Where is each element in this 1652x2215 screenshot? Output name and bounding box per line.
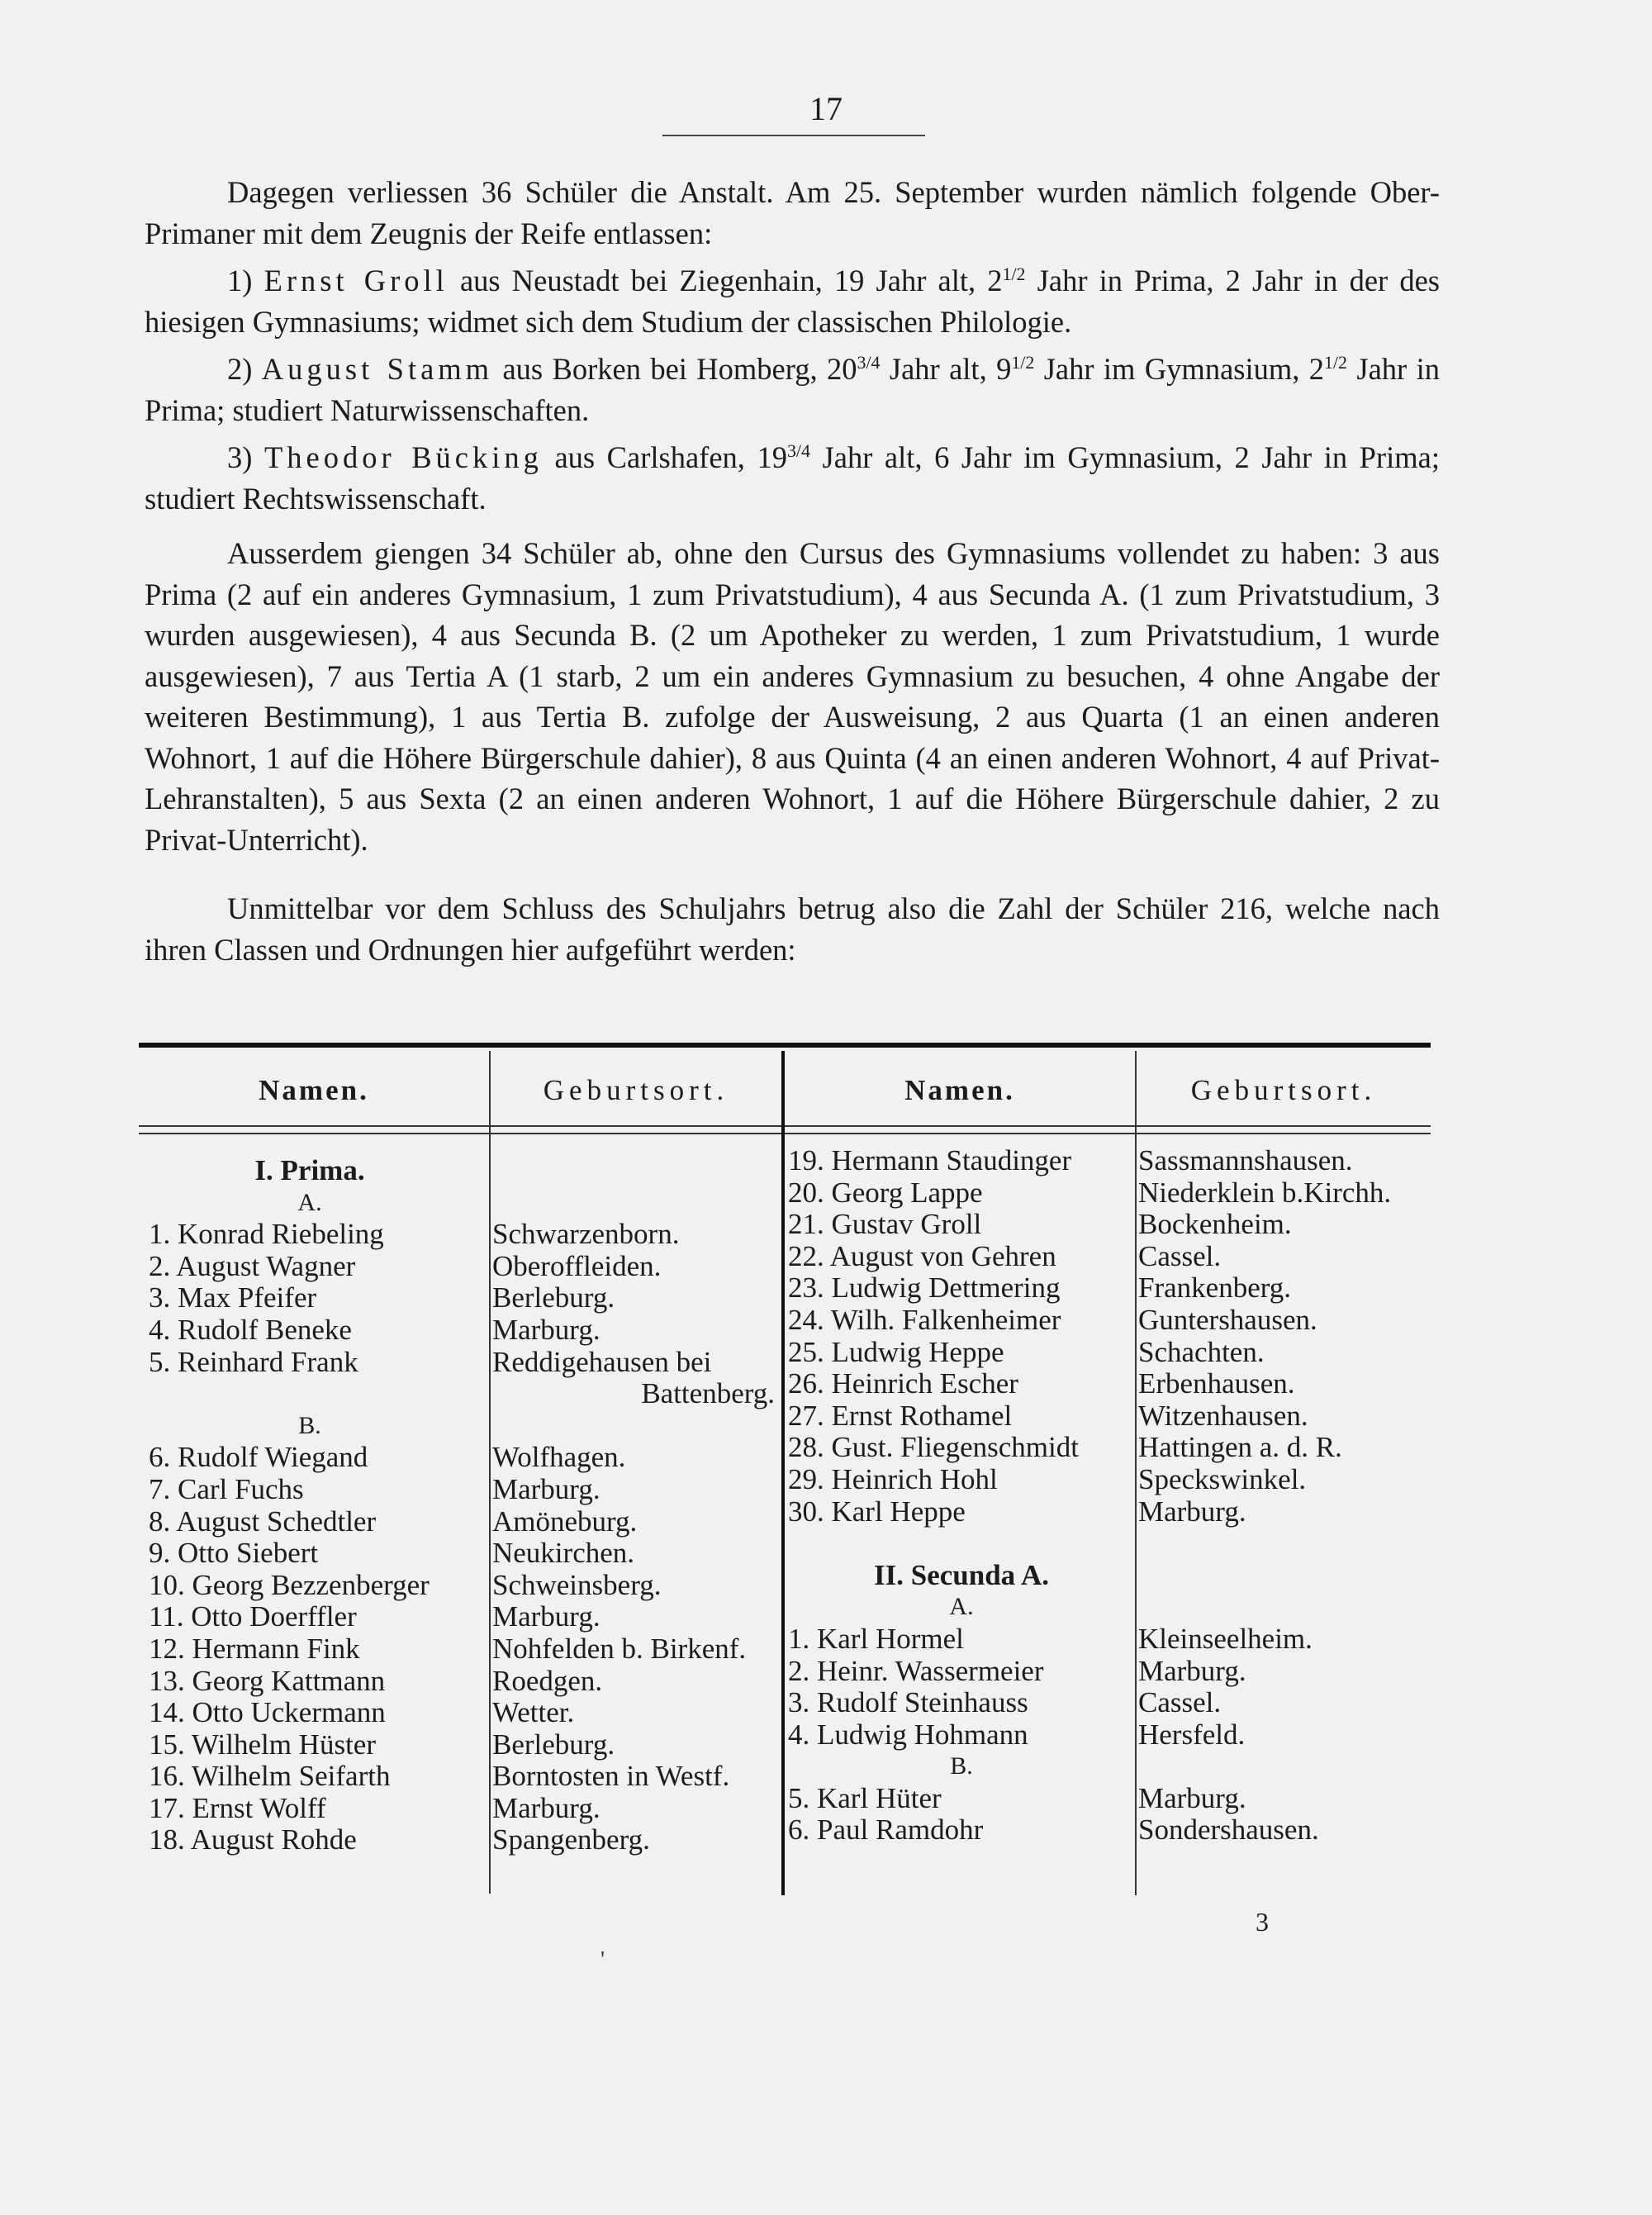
- ink-speck: ': [601, 1947, 605, 1973]
- birthplace: Hattingen a. d. R.: [1138, 1431, 1342, 1464]
- birthplace: Marburg.: [1138, 1495, 1246, 1528]
- student-name: 15. Wilhelm Hüster: [149, 1728, 376, 1761]
- text-fragment: Jahr alt, 9: [880, 352, 1012, 387]
- birthplace: Wetter.: [492, 1696, 575, 1729]
- signature-mark: 3: [1256, 1907, 1269, 1937]
- spacer: [1138, 1751, 1431, 1783]
- student-name: 6. Rudolf Wiegand: [149, 1441, 368, 1474]
- student-name: 25. Ludwig Heppe: [788, 1335, 1004, 1368]
- spacer: [492, 1155, 783, 1187]
- birthplace: Marburg.: [492, 1600, 601, 1633]
- student-name: 18. August Rohde: [149, 1823, 357, 1856]
- secunda-b-names: [788, 1783, 1135, 1847]
- spacer: [1138, 1591, 1431, 1623]
- prima-continued-places: [1138, 1145, 1431, 1528]
- birthplace: Frankenberg.: [1138, 1271, 1291, 1305]
- left-places-column: [492, 1155, 783, 1856]
- birthplace: Nohfelden b. Birkenf.: [492, 1632, 747, 1665]
- item-number: 1): [227, 264, 253, 298]
- fraction: 1/2: [1002, 264, 1026, 284]
- paragraph-departures: Dagegen verliessen 36 Schüler die Anstalt. Am 25. September wurden nämlich folgende Ober-Primaner mit dem Zeugnis der Reife entlassen:: [145, 175, 1440, 250]
- student-name: 22. August von Gehren: [788, 1239, 1056, 1272]
- subsection-heading: A.: [949, 1593, 974, 1621]
- student-table: [139, 1043, 1431, 1894]
- student-name: 11. Otto Doerffler: [149, 1600, 357, 1633]
- text-fragment: Jahr in Prima, 2 Jahr in der des hiesigen Gymnasiums; widmet sich dem Studium der classischen Philologie.: [145, 264, 1440, 339]
- paragraph-other-departures: Ausserdem giengen 34 Schüler ab, ohne den Cursus des Gymnasiums vollendet zu haben: 3 aus Prima (2 auf ein anderes Gymnasium, 1 zum Privatstudium), 4 aus Secunda A. (1 zum Privatstudium, 3 wurden ausgewiesen), 4 aus Secunda B. (2 um Apotheker zu werden, 1 zum Privatstudium, 1 wurde ausgewiesen), 7 aus Tertia A (1 starb, 2 um ein anderes Gymnasium zu besuchen, 4 ohne Angabe der weiteren Bestimmung), 1 aus Tertia B. zufolge der Ausweisung, 2 aus Quarta (1 an einen anderen Wohnort, 1 auf die Höhere Bürgerschule dahier), 8 aus Quinta (4 an einen anderen Wohnort, 4 auf Privat-Lehranstalten), 5 aus Sexta (2 an einen anderen Wohnort, 1 auf die Höhere Bürgerschule dahier, 2 zu Privat-Unterricht).: [145, 536, 1440, 857]
- student-name: 6. Paul Ramdohr: [788, 1813, 984, 1847]
- secunda-b-places: [1138, 1783, 1431, 1847]
- student-name: 5. Reinhard Frank: [149, 1345, 358, 1378]
- birthplace: Erbenhausen.: [1138, 1367, 1295, 1400]
- header-geburtsort-left: Geburtsort.: [543, 1074, 729, 1106]
- paragraph-student-count: Unmittelbar vor dem Schluss des Schuljahrs betrug also die Zahl der Schüler 216, welche nach ihren Classen und Ordnungen hier aufgeführt werden:: [145, 891, 1440, 967]
- birthplace: Speckswinkel.: [1138, 1462, 1307, 1495]
- header-geburtsort-right: Geburtsort.: [1190, 1074, 1377, 1106]
- text-fragment: Jahr alt, 6 Jahr im Gymnasium, 2 Jahr in Prima; studiert Rechtswissenschaft.: [145, 440, 1440, 516]
- student-name: 30. Karl Heppe: [788, 1495, 966, 1528]
- text-fragment: aus Borken bei Homberg, 20: [493, 352, 857, 387]
- text-fragment: aus Neustadt bei Ziegenhain, 19 Jahr alt, 2: [448, 264, 1003, 298]
- paragraph-graduate-3: [145, 430, 1440, 519]
- header-bottom-rule: [139, 1133, 1431, 1134]
- birthplace: Reddigehausen bei: [492, 1345, 712, 1378]
- graduate-name: August Stamm: [261, 352, 494, 387]
- student-name: 26. Heinrich Escher: [788, 1367, 1018, 1400]
- student-name: 13. Georg Kattmann: [149, 1664, 386, 1697]
- student-name: 3. Rudolf Steinhauss: [788, 1686, 1028, 1719]
- student-name: 20. Georg Lappe: [788, 1176, 983, 1209]
- birthplace: Bockenheim.: [1138, 1208, 1292, 1241]
- text-fragment: aus Carlshafen, 19: [542, 440, 787, 475]
- student-name: 1. Konrad Riebeling: [149, 1218, 384, 1251]
- item-number: 3): [227, 440, 253, 475]
- paragraph-graduate-1: [145, 254, 1440, 342]
- student-name: 28. Gust. Fliegenschmidt: [788, 1431, 1079, 1464]
- right-places-column: [1138, 1145, 1431, 1847]
- birthplace: Marburg.: [492, 1313, 601, 1346]
- student-name: 1. Karl Hormel: [788, 1622, 964, 1655]
- item-number: 2): [227, 352, 253, 387]
- text-fragment: Jahr im Gymnasium, 2: [1034, 352, 1325, 387]
- student-name: 9. Otto Siebert: [149, 1537, 319, 1570]
- birthplace: Cassel.: [1138, 1686, 1222, 1719]
- prima-b-places: [492, 1442, 783, 1856]
- birthplace: Marburg.: [492, 1791, 601, 1824]
- student-name: 27. Ernst Rothamel: [788, 1399, 1013, 1432]
- left-names-column: [149, 1155, 487, 1856]
- fraction: 3/4: [786, 440, 810, 462]
- birthplace: Marburg.: [1138, 1654, 1246, 1687]
- student-name: 7. Carl Fuchs: [149, 1472, 304, 1505]
- paragraph-graduate-2: [145, 342, 1440, 430]
- section-heading: I. Prima.: [254, 1154, 365, 1186]
- header-bottom-rule: [139, 1125, 1431, 1127]
- birthplace: Amöneburg.: [492, 1504, 638, 1538]
- right-names-column: [788, 1145, 1135, 1847]
- student-name: 3. Max Pfeifer: [149, 1281, 317, 1314]
- birthplace: Schwarzenborn.: [492, 1218, 680, 1251]
- student-name: 14. Otto Uckermann: [149, 1696, 386, 1729]
- student-name: 2. Heinr. Wassermeier: [788, 1654, 1044, 1687]
- birthplace: Schweinsberg.: [492, 1568, 662, 1601]
- prima-a-names: [149, 1219, 487, 1378]
- prima-b-names: [149, 1442, 487, 1856]
- student-name: 8. August Schedtler: [149, 1504, 377, 1538]
- student-name: 4. Rudolf Beneke: [149, 1313, 352, 1346]
- body-text: [145, 172, 1440, 970]
- column-divider: [1135, 1051, 1137, 1895]
- prima-a-places: [492, 1219, 783, 1378]
- header-namen-left: Namen.: [259, 1074, 369, 1106]
- birthplace: Marburg.: [492, 1472, 601, 1505]
- subsection-heading: B.: [950, 1752, 973, 1780]
- section-heading: II. Secunda A.: [873, 1558, 1050, 1591]
- header-namen-right: Namen.: [904, 1074, 1015, 1106]
- birthplace: Hersfeld.: [1138, 1718, 1246, 1751]
- column-divider: [489, 1051, 491, 1894]
- birthplace: Witzenhausen.: [1138, 1399, 1308, 1432]
- spacer: [1138, 1528, 1431, 1560]
- birthplace: Cassel.: [1138, 1239, 1222, 1272]
- birthplace: Wolfhagen.: [492, 1441, 626, 1474]
- birthplace: Schachten.: [1138, 1335, 1265, 1368]
- student-name: 23. Ludwig Dettmering: [788, 1271, 1061, 1305]
- birthplace: Berleburg.: [492, 1728, 615, 1761]
- birthplace: Guntershausen.: [1138, 1303, 1317, 1336]
- prima-continued-names: [788, 1145, 1135, 1528]
- page-number: 17: [809, 90, 843, 127]
- birthplace: Sondershausen.: [1138, 1813, 1319, 1847]
- student-name: 19. Hermann Staudinger: [788, 1144, 1072, 1176]
- text-fragment: Jahr in Prima; studiert Naturwissenschaften.: [145, 352, 1440, 427]
- student-name: 17. Ernst Wolff: [149, 1791, 326, 1824]
- spacer: [492, 1410, 783, 1443]
- spacer: [788, 1528, 1135, 1560]
- birthplace: Berleburg.: [492, 1281, 615, 1314]
- student-name: 21. Gustav Groll: [788, 1208, 982, 1241]
- birthplace: Niederklein b.Kirchh.: [1138, 1176, 1392, 1209]
- table-top-rule: [139, 1043, 1431, 1048]
- fraction: 1/2: [1011, 352, 1035, 373]
- fraction: 3/4: [857, 352, 881, 373]
- fraction: 1/2: [1324, 352, 1347, 373]
- spacer: [149, 1378, 487, 1410]
- birthplace: Marburg.: [1138, 1781, 1246, 1814]
- student-name: 16. Wilhelm Seifarth: [149, 1760, 391, 1793]
- spacer: [492, 1187, 783, 1219]
- header-rule: [662, 135, 925, 136]
- graduate-name: Theodor Bücking: [263, 440, 543, 475]
- birthplace: Kleinseelheim.: [1138, 1622, 1313, 1655]
- subsection-heading: B.: [298, 1411, 321, 1439]
- birthplace: Neukirchen.: [492, 1537, 635, 1570]
- birthplace: Roedgen.: [492, 1664, 603, 1697]
- secunda-a-places: [1138, 1623, 1431, 1751]
- birthplace: Spangenberg.: [492, 1823, 650, 1856]
- spacer: [1138, 1560, 1431, 1592]
- student-name: 24. Wilh. Falkenheimer: [788, 1303, 1061, 1336]
- birthplace: Oberoffleiden.: [492, 1249, 662, 1282]
- subsection-heading: A.: [297, 1188, 322, 1216]
- student-name: 2. August Wagner: [149, 1249, 356, 1282]
- student-name: 12. Hermann Fink: [149, 1632, 360, 1665]
- student-name: 29. Heinrich Hohl: [788, 1462, 998, 1495]
- graduate-name: Ernst Groll: [263, 264, 449, 298]
- birthplace: Borntosten in Westf.: [492, 1760, 730, 1793]
- student-name: 10. Georg Bezzenberger: [149, 1568, 430, 1601]
- birthplace: Sassmannshausen.: [1138, 1144, 1353, 1176]
- secunda-a-names: [788, 1623, 1135, 1751]
- student-name: 5. Karl Hüter: [788, 1781, 942, 1814]
- student-name: 4. Ludwig Hohmann: [788, 1718, 1028, 1751]
- place-continuation: Battenberg.: [641, 1377, 775, 1410]
